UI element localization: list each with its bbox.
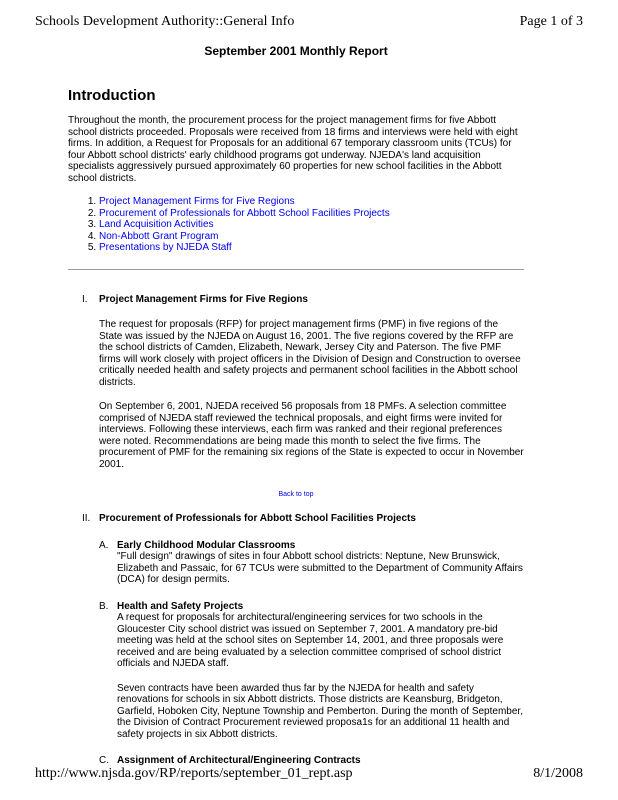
intro-paragraph: Throughout the month, the procurement process for the project management firms for five Abbott school districts proceeded. Proposals were received from 18 firms and interviews were held with eight firms. In addition, a Request for Proposals for an additional 67 temporary classroom units (TCUs) for four Abbott school districts' early childhood programs got underway. NJEDA's land acquisition specialists aggressively pursued approximately 60 properties for new school facilities in the Abbott school districts.	[68, 115, 518, 184]
section-paragraph: On September 6, 2001, NJEDA received 56 proposals from 18 PMFs. A selection committee comprised of NJEDA staff reviewed the technical proposals, and eight firms were invited for interviews. Following these interviews, each firm was ranked and their regional preferences were noted. Recommendations are being made this month to select the five firms. The procurement of PMF for the remaining six regions of the State is expected to occur in November 2001.	[99, 401, 524, 470]
toc-item	[99, 242, 524, 254]
section-title: Project Management Firms for Five Regions	[99, 293, 308, 305]
subsection-title: Assignment of Architectural/Engineering Contracts	[117, 755, 361, 766]
report-content	[68, 44, 524, 767]
section-title: Procurement of Professionals for Abbott School Facilities Projects	[99, 513, 416, 524]
toc-link-land-acquisition[interactable]: Land Acquisition Activities	[99, 219, 214, 230]
toc-link-presentations[interactable]: Presentations by NJEDA Staff	[99, 242, 232, 253]
section-paragraph: The request for proposals (RFP) for project management firms (PMF) in five regions of the State was issued by the NJEDA on August 16, 2001. The five regions covered by the RFP are the school districts of Camden, Elizabeth, Newark, Jersey City and Paterson. The five PMF firms will work closely with project officers in the Division of Design and Construction to oversee critically needed health and safety projects and permanent school facilities in the Abbott school districts.	[99, 319, 521, 388]
toc-link-procurement[interactable]: Procurement of Professionals for Abbott School Facilities Projects	[99, 207, 390, 219]
section-divider	[68, 269, 524, 270]
subsection-health-safety	[68, 601, 524, 741]
toc-item	[99, 231, 524, 243]
report-title: September 2001 Monthly Report	[204, 44, 388, 58]
section-number: I.	[82, 293, 88, 305]
footer-url: http://www.njsda.gov/RP/reports/september_01_rept.asp	[35, 766, 353, 781]
subsection-paragraph: "Full design" drawings of sites in four Abbott school districts: Neptune, New Brunswick, Elizabeth and Passaic, for 67 TCUs were submitted to the Department of Community Affairs (DCA) for design permits.	[117, 551, 523, 585]
back-to-top-link[interactable]: Back to top	[278, 491, 314, 498]
toc-link-non-abbott-grant[interactable]: Non-Abbott Grant Program	[99, 230, 219, 242]
subsection-assignment	[68, 755, 524, 767]
page-footer	[35, 766, 583, 782]
subsection-early-childhood	[68, 540, 524, 586]
toc-item	[99, 208, 524, 220]
subsection-title: Health and Safety Projects	[117, 600, 244, 612]
toc-link-project-management[interactable]: Project Management Firms for Five Regions	[99, 196, 295, 207]
section-project-management	[68, 294, 524, 471]
header-title: Schools Development Authority::General Info	[35, 14, 295, 29]
subsection-paragraph: A request for proposals for architectural/engineering services for two schools in the Gloucester City school district was issued on September 7, 2001. A mandatory pre-bid meeting was held at the school sites on September 14, 2001, and three proposals were received and are being evaluated by a selection committee comprised of school district officials and NJEDA staff.	[117, 612, 504, 669]
subsection-letter: C.	[99, 755, 109, 766]
section-number: II.	[82, 513, 91, 524]
subsection-letter: B.	[99, 600, 109, 612]
toc-item	[99, 219, 524, 231]
header-page-number: Page 1 of 3	[519, 14, 583, 29]
table-of-contents	[68, 196, 524, 254]
back-to-top-row	[68, 490, 524, 499]
subsection-letter: A.	[99, 539, 109, 551]
subsection-title: Early Childhood Modular Classrooms	[117, 539, 296, 551]
footer-date: 8/1/2008	[533, 766, 583, 781]
page-header	[35, 14, 583, 30]
subsection-paragraph: Seven contracts have been awarded thus far by the NJEDA for health and safety renovations for schools in six Abbott districts. Those districts are Keansburg, Bridgeton, Garfield, Hoboken City, Neptune Township and Pemberton. During the month of September, the Division of Contract Procurement reviewed proposa1s for an additional 11 health and safety projects in six Abbott districts.	[117, 682, 523, 740]
toc-item	[99, 196, 524, 208]
section-procurement	[68, 513, 524, 525]
intro-heading: Introduction	[68, 87, 156, 104]
